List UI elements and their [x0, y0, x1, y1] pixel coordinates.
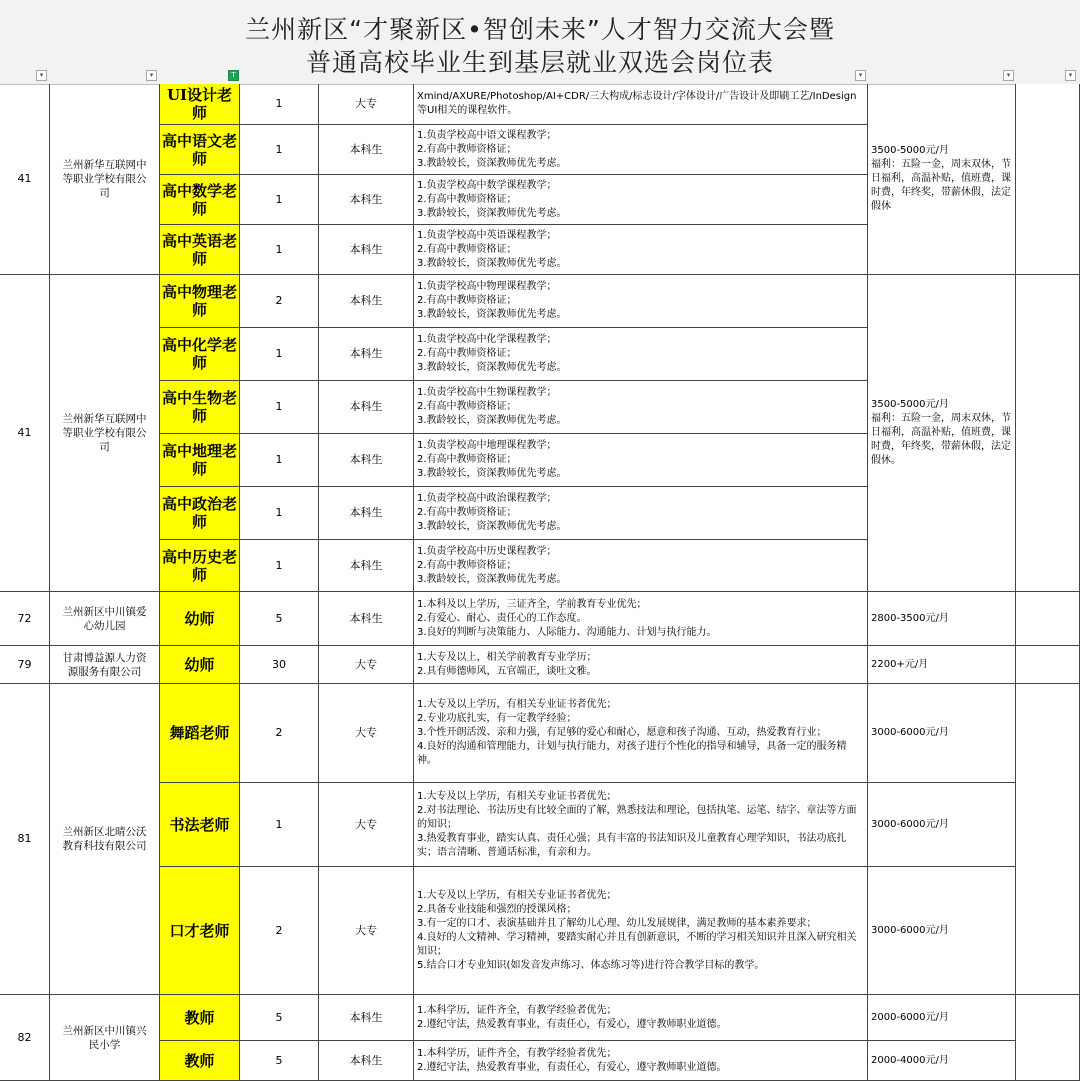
salary-benefits [868, 867, 1016, 995]
text-line: 1.大专及以上学历，有相关专业证书者优先； [417, 889, 617, 901]
text-line: 3.热爱教育事业，踏实认真、责任心强；具有丰富的书法知识及儿童教育心理学知识，书法功底扎实；语言清晰、普通话标准，有亲和力。 [417, 832, 847, 858]
job-requirements [414, 995, 868, 1041]
headcount: 1 [240, 84, 319, 125]
job-requirements [414, 328, 868, 381]
text-line: 3000-6000元/月 [871, 924, 949, 936]
education-level: 本科生 [319, 275, 414, 328]
text-line: 2.具有师德师风，五官端正，谈吐文雅。 [417, 665, 597, 677]
education-level: 大专 [319, 867, 414, 995]
record-id: 79 [0, 646, 50, 684]
text-line: 2200+元/月 [871, 658, 929, 670]
position-title: 口才老师 [160, 867, 240, 995]
text-line: 2.有爱心、耐心、责任心的工作态度。 [417, 612, 587, 624]
education-level: 本科生 [319, 125, 414, 175]
text-line: 1.负责学校高中地理课程教学； [417, 440, 557, 451]
education-level: 本科生 [319, 225, 414, 275]
text-line: 1.大专及以上学历，有相关专业证书者优先； [417, 790, 617, 802]
text-line: 2.有高中教师资格证； [417, 243, 517, 255]
salary-benefits [868, 646, 1016, 684]
education-level: 本科生 [319, 487, 414, 540]
headcount: 1 [240, 175, 319, 225]
text-line: 2.有高中教师资格证； [417, 348, 517, 359]
headcount: 5 [240, 1041, 319, 1081]
empty-cell [1016, 84, 1080, 275]
job-requirements [414, 1041, 868, 1081]
text-line: 3000-6000元/月 [871, 727, 949, 738]
position-title: 高中历史老师 [160, 540, 240, 592]
text-line: 3.教龄较长，资深教师优先考虑。 [417, 468, 567, 479]
text-line: 1.负责学校高中历史课程教学； [417, 545, 557, 557]
empty-cell [1016, 995, 1080, 1081]
job-requirements [414, 275, 868, 328]
text-line: 3.教龄较长，资深教师优先考虑。 [417, 362, 567, 373]
text-line: 1.大专及以上学历，有相关专业证书者优先； [417, 699, 617, 710]
empty-cell [1016, 275, 1080, 592]
position-title: 高中物理老师 [160, 275, 240, 328]
education-level: 本科生 [319, 434, 414, 487]
position-title: 幼师 [160, 592, 240, 646]
text-line: 2.有高中教师资格证； [417, 295, 517, 306]
text-line: 1.本科及以上学历，三证齐全，学前教育专业优先； [417, 598, 647, 610]
text-line: 3.教龄较长，资深教师优先考虑。 [417, 157, 567, 169]
filter-active-icon[interactable]: T [228, 70, 239, 81]
filter-dropdown-icon[interactable]: ▾ [146, 70, 157, 81]
education-level: 本科生 [319, 328, 414, 381]
text-line: 3.教龄较长，资深教师优先考虑。 [417, 521, 567, 532]
text-line: Xmind/AXURE/Photoshop/AI+CDR/三大构成/标志设计/字体设计/广告设计及即刷工艺/InDesign等UI相关的课程软件。 [417, 91, 857, 116]
text-line: 2.有高中教师资格证； [417, 401, 517, 412]
text-line: 2.遵纪守法，热爱教育事业，有责任心，有爱心，遵守教师职业道德。 [417, 1061, 727, 1073]
record-id: 81 [0, 684, 50, 995]
job-requirements [414, 434, 868, 487]
text-line: 2.对书法理论、书法历史有比较全面的了解，熟悉技法和理论，包括执笔、运笔、结字、章法等方面的知识； [417, 804, 857, 830]
page-title: 兰州新区“才聚新区•智创未来”人才智力交流大会暨 [245, 15, 835, 44]
position-title: 幼师 [160, 646, 240, 684]
education-level: 本科生 [319, 540, 414, 592]
page-subtitle: 普通高校毕业生到基层就业双选会岗位表 [305, 48, 774, 77]
headcount: 1 [240, 540, 319, 592]
position-title: 高中政治老师 [160, 487, 240, 540]
text-line: 5.结合口才专业知识(如发音发声练习、体态练习等)进行符合教学目标的教学。 [417, 959, 765, 971]
job-requirements [414, 646, 868, 684]
headcount: 1 [240, 225, 319, 275]
text-line: 2.具备专业技能和强烈的授课风格； [417, 903, 577, 915]
job-requirements [414, 225, 868, 275]
record-id: 41 [0, 275, 50, 592]
text-line: 4.良好的人文精神、学习精神，要踏实耐心并且有创新意识，不断的学习相关知识并且深入研究相关知识； [417, 931, 857, 957]
text-line: 福利：五险一金，周末双休，节日福利，高温补贴，值班费，课时费，年终奖，带薪休假，法定假休。 [871, 413, 1011, 466]
text-line: 2.遵纪守法，热爱教育事业，有责任心，有爱心，遵守教师职业道德。 [417, 1018, 727, 1030]
education-level: 本科生 [319, 592, 414, 646]
record-id: 82 [0, 995, 50, 1081]
headcount: 5 [240, 592, 319, 646]
headcount: 1 [240, 434, 319, 487]
position-title: 教师 [160, 1041, 240, 1081]
education-level: 本科生 [319, 995, 414, 1041]
education-level: 本科生 [319, 381, 414, 434]
text-line: 3.良好的判断与决策能力、人际能力、沟通能力、计划与执行能力。 [417, 626, 717, 638]
empty-cell [1016, 592, 1080, 646]
job-requirements [414, 540, 868, 592]
text-line: 1.负责学校高中政治课程教学； [417, 493, 557, 504]
text-line: 1.本科学历，证件齐全，有教学经验者优先； [417, 1004, 617, 1016]
position-title: 高中化学老师 [160, 328, 240, 381]
empty-cell [1016, 646, 1080, 684]
education-level: 大专 [319, 783, 414, 867]
text-line: 2000-4000元/月 [871, 1054, 949, 1066]
company-name: 兰州新华互联网中等职业学校有限公司 [50, 275, 160, 592]
text-line: 2800-3500元/月 [871, 612, 949, 624]
salary-benefits [868, 1041, 1016, 1081]
text-line: 4.良好的沟通和管理能力，计划与执行能力，对孩子进行个性化的指导和辅导，具备一定的服务精神。 [417, 741, 847, 766]
headcount: 1 [240, 125, 319, 175]
job-requirements [414, 175, 868, 225]
text-line: 2.有高中教师资格证； [417, 193, 517, 205]
headcount: 2 [240, 275, 319, 328]
text-line: 2.有高中教师资格证； [417, 507, 517, 518]
text-line: 2.有高中教师资格证； [417, 454, 517, 465]
text-line: 1.负责学校高中数学课程教学； [417, 179, 557, 191]
job-requirements [414, 684, 868, 783]
education-level: 大专 [319, 646, 414, 684]
education-level: 本科生 [319, 175, 414, 225]
record-id: 41 [0, 84, 50, 275]
text-line: 1.负责学校高中英语课程教学； [417, 229, 557, 241]
text-line: 1.负责学校高中语文课程教学； [417, 129, 557, 141]
text-line: 3500-5000元/月 [871, 399, 949, 410]
filter-dropdown-icon[interactable]: ▾ [36, 70, 47, 81]
education-level: 大专 [319, 684, 414, 783]
job-requirements [414, 84, 868, 125]
job-table [0, 84, 1080, 1079]
education-level: 本科生 [319, 1041, 414, 1081]
text-line: 1.负责学校高中物理课程教学； [417, 281, 557, 292]
filter-dropdown-icon[interactable]: ▾ [1065, 70, 1076, 81]
text-line: 1.负责学校高中生物课程教学； [417, 387, 557, 398]
empty-cell [1016, 684, 1080, 995]
company-name: 兰州新区中川镇爱心幼儿园 [50, 592, 160, 646]
text-line: 1.本科学历，证件齐全，有教学经验者优先； [417, 1047, 617, 1059]
job-requirements [414, 487, 868, 540]
salary-benefits [868, 684, 1016, 783]
text-line: 2.有高中教师资格证； [417, 143, 517, 155]
position-title: 教师 [160, 995, 240, 1041]
text-line: 3.教龄较长，资深教师优先考虑。 [417, 257, 567, 269]
salary-benefits [868, 783, 1016, 867]
text-line: 2000-6000元/月 [871, 1011, 949, 1023]
text-line: 2.有高中教师资格证； [417, 559, 517, 571]
text-line: 3000-6000元/月 [871, 818, 949, 830]
education-level: 大专 [319, 84, 414, 125]
position-title: 高中英语老师 [160, 225, 240, 275]
position-title: 高中语文老师 [160, 125, 240, 175]
position-title: 书法老师 [160, 783, 240, 867]
text-line: 3.有一定的口才、表演基础并且了解幼儿心理、幼儿发展规律，满足教师的基本素养要求； [417, 917, 817, 929]
salary-benefits [868, 84, 1016, 275]
job-requirements [414, 783, 868, 867]
position-title: UI设计老师 [160, 84, 240, 125]
job-requirements [414, 381, 868, 434]
text-line: 3.教龄较长，资深教师优先考虑。 [417, 573, 567, 585]
salary-benefits [868, 592, 1016, 646]
text-line: 3500-5000元/月 [871, 145, 949, 156]
position-title: 高中数学老师 [160, 175, 240, 225]
text-line: 3.个性开朗活泼、亲和力强，有足够的爱心和耐心，愿意和孩子沟通、互动，热爱教育行业； [417, 727, 827, 738]
text-line: 1.大专及以上，相关学前教育专业学历； [417, 651, 597, 663]
headcount: 1 [240, 783, 319, 867]
company-name: 兰州新区北晴公沃教育科技有限公司 [50, 684, 160, 995]
position-title: 舞蹈老师 [160, 684, 240, 783]
position-title: 高中生物老师 [160, 381, 240, 434]
job-requirements [414, 592, 868, 646]
headcount: 1 [240, 328, 319, 381]
company-name: 甘肃博益源人力资源服务有限公司 [50, 646, 160, 684]
headcount: 1 [240, 381, 319, 434]
job-requirements [414, 867, 868, 995]
company-name: 兰州新华互联网中等职业学校有限公司 [50, 84, 160, 275]
headcount: 30 [240, 646, 319, 684]
text-line: 1.负责学校高中化学课程教学； [417, 334, 557, 345]
position-title: 高中地理老师 [160, 434, 240, 487]
filter-dropdown-icon[interactable]: ▾ [855, 70, 866, 81]
text-line: 3.教龄较长，资深教师优先考虑。 [417, 415, 567, 426]
headcount: 1 [240, 487, 319, 540]
text-line: 3.教龄较长，资深教师优先考虑。 [417, 207, 567, 219]
headcount: 2 [240, 684, 319, 783]
sheet-header [0, 0, 1080, 85]
text-line: 3.教龄较长，资深教师优先考虑。 [417, 309, 567, 320]
salary-benefits [868, 995, 1016, 1041]
job-requirements [414, 125, 868, 175]
record-id: 72 [0, 592, 50, 646]
filter-dropdown-icon[interactable]: ▾ [1003, 70, 1014, 81]
text-line: 福利：五险一金，周末双休，节日福利，高温补贴，值班费，课时费，年终奖，带薪休假，法定假休 [871, 159, 1011, 212]
headcount: 2 [240, 867, 319, 995]
salary-benefits [868, 275, 1016, 592]
company-name: 兰州新区中川镇兴民小学 [50, 995, 160, 1081]
text-line: 2.专业功底扎实，有一定教学经验； [417, 713, 577, 724]
headcount: 5 [240, 995, 319, 1041]
